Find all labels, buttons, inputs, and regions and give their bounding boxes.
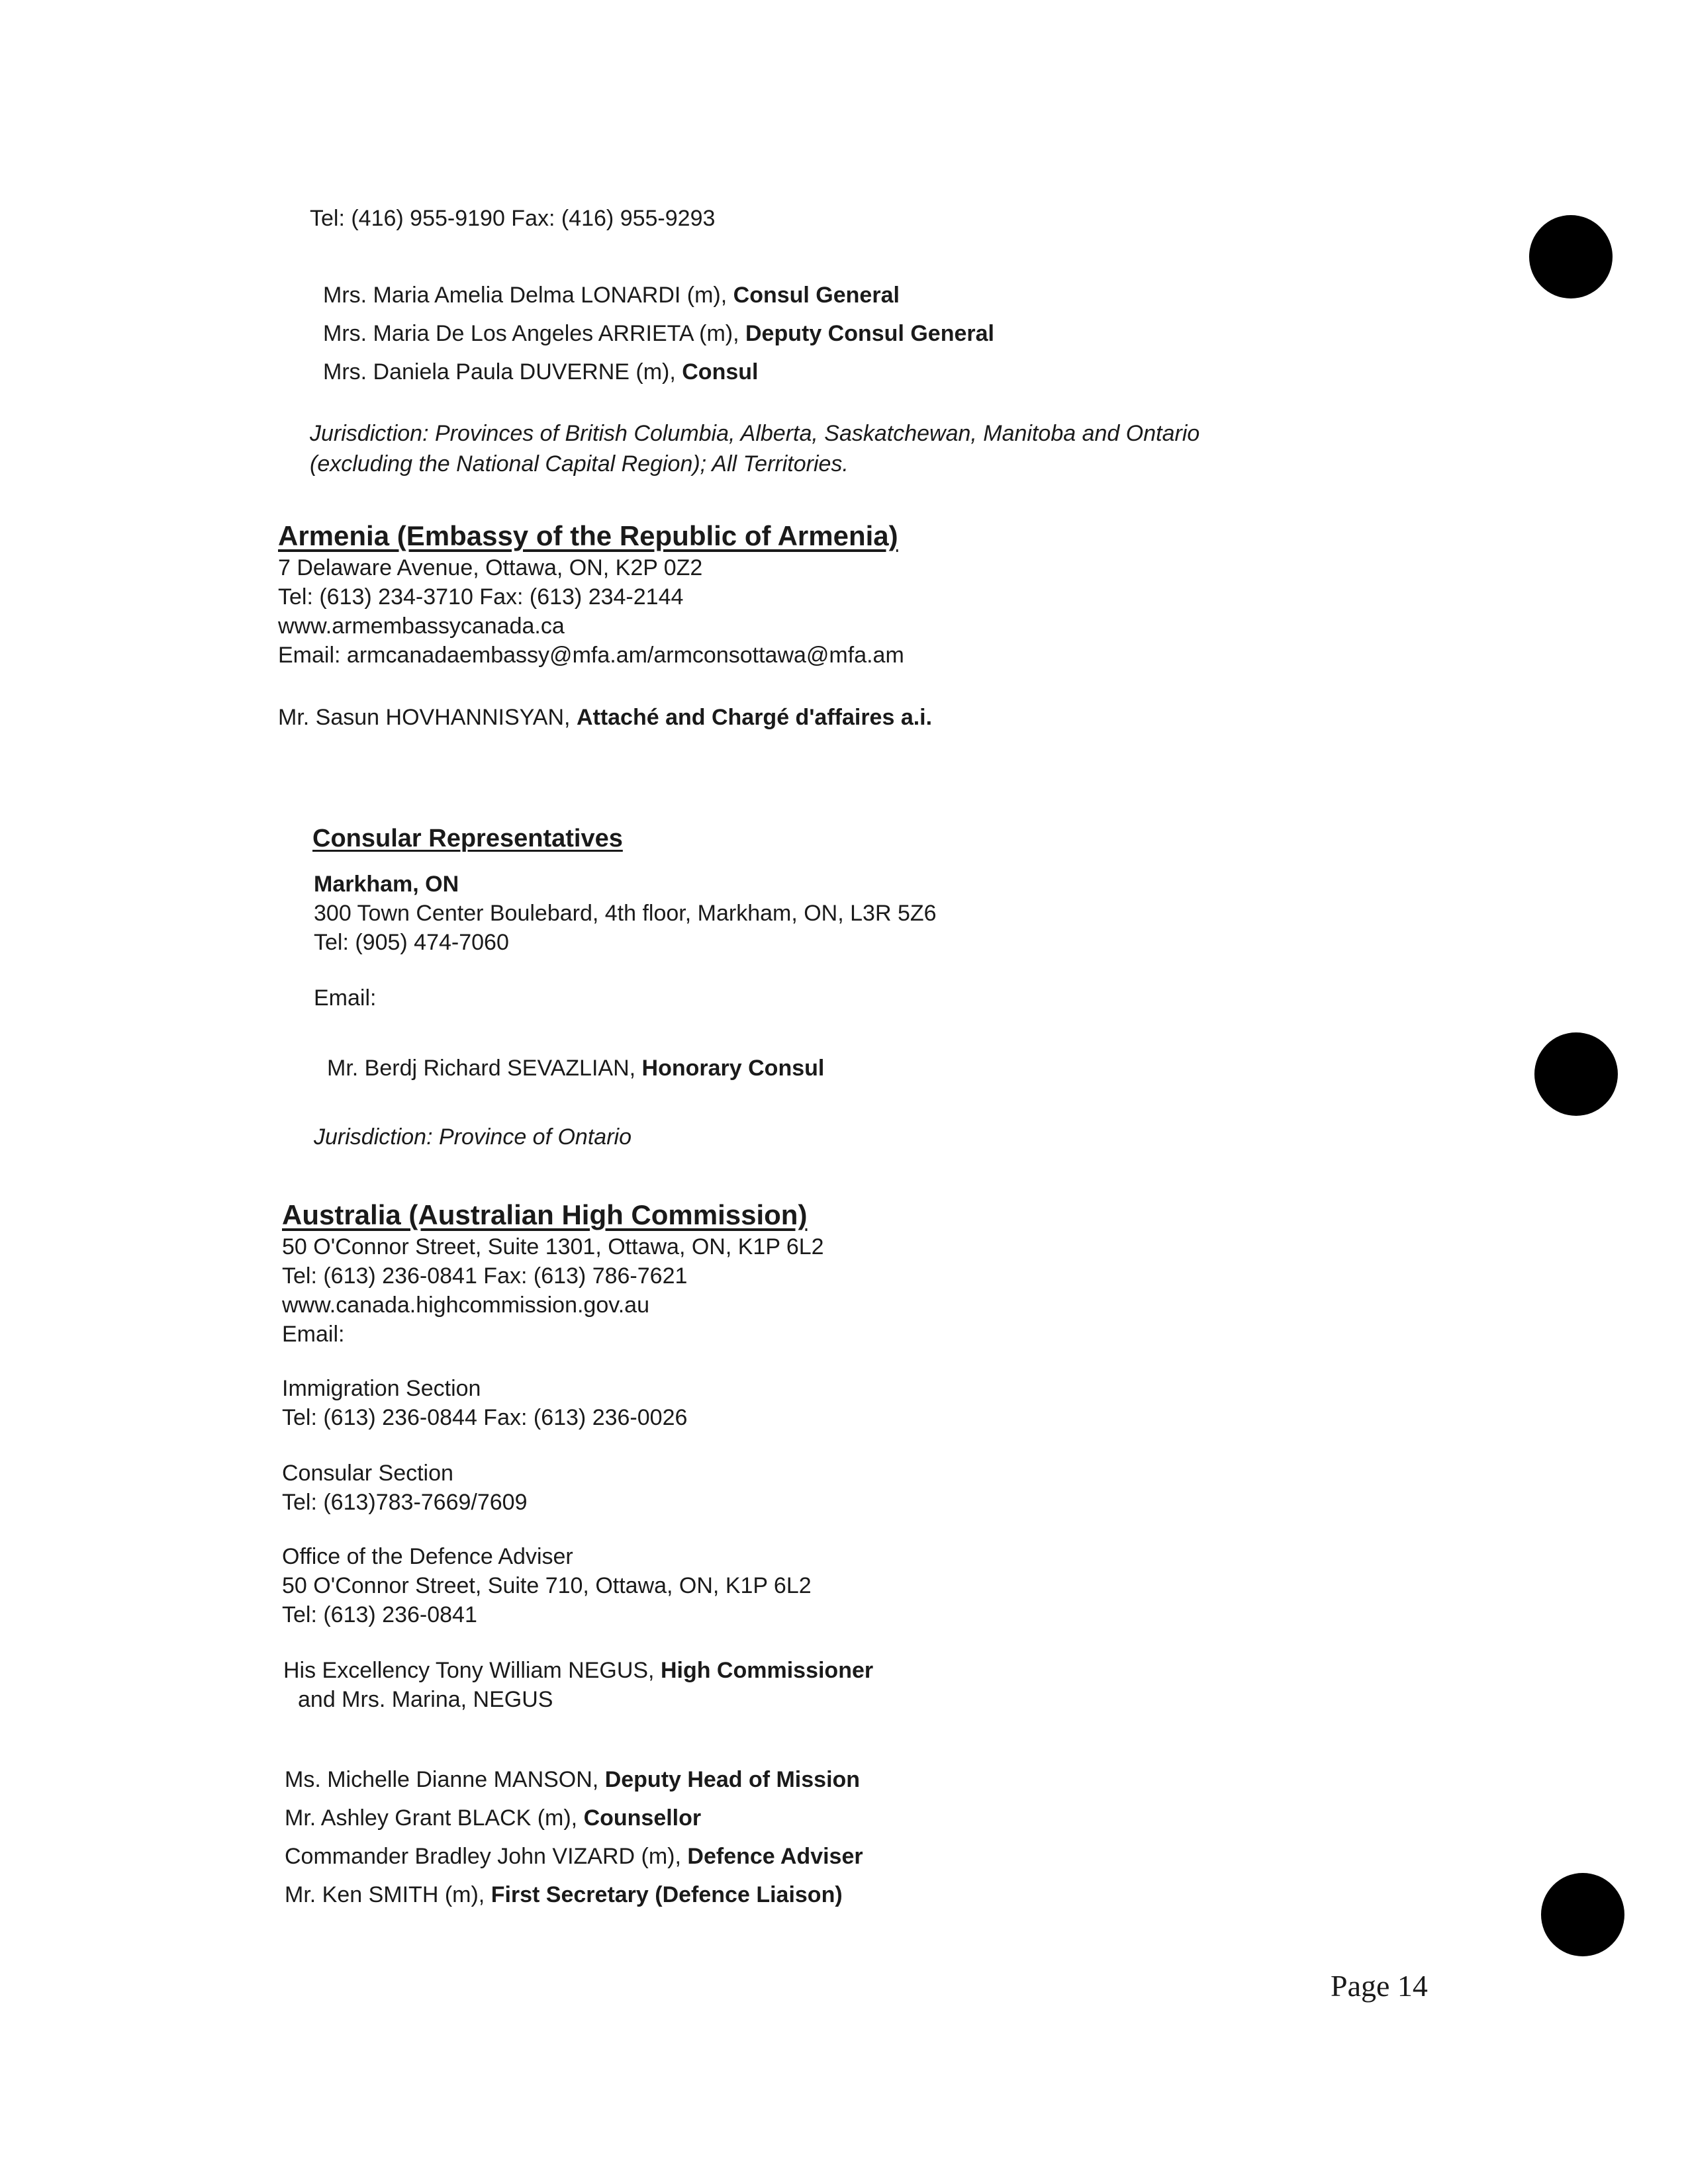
armenia-consular-block <box>314 870 937 957</box>
armenia-email: Email: armcanadaembassy@mfa.am/armconsottawa@mfa.am <box>278 643 904 668</box>
consular-jurisdiction: Jurisdiction: Province of Ontario <box>314 1124 632 1150</box>
argentina-staff-list <box>323 276 994 391</box>
australia-tel: Tel: (613) 236-0841 Fax: (613) 786-7621 <box>282 1263 688 1289</box>
australia-immigration: Immigration Section Tel: (613) 236-0844 Fax: (613) 236-0026 <box>282 1376 688 1430</box>
staff-entry: Commander Bradley John VIZARD (m), Defence Adviser <box>285 1844 863 1869</box>
armenia-contact <box>278 553 904 670</box>
australia-staff-list <box>285 1760 863 1914</box>
armenia-head-of-mission: Mr. Sasun HOVHANNISYAN, Attaché and Chargé d'affaires a.i. <box>278 705 933 730</box>
punch-hole-middle <box>1534 1032 1618 1116</box>
honorary-consul: Mr. Berdj Richard SEVAZLIAN, Honorary Consul <box>327 1056 825 1081</box>
armenia-address: 7 Delaware Avenue, Ottawa, ON, K2P 0Z2 <box>278 555 703 580</box>
punch-hole-top <box>1529 215 1613 298</box>
consular-email: Email: <box>314 985 377 1011</box>
punch-hole-bottom <box>1541 1873 1624 1956</box>
staff-entry: Ms. Michelle Dianne MANSON, Deputy Head of Mission <box>285 1767 861 1792</box>
australia-address: 50 O'Connor Street, Suite 1301, Ottawa, ON, K1P 6L2 <box>282 1234 824 1259</box>
argentina-jurisdiction: Jurisdiction: Provinces of British Columbia, Alberta, Saskatchewan, Manitoba and Ontario (excluding the National Capital Region); All Territories. <box>310 421 1200 477</box>
consular-address: 300 Town Center Boulebard, 4th floor, Markham, ON, L3R 5Z6 <box>314 901 937 926</box>
australia-contact <box>282 1232 824 1349</box>
staff-entry: Mrs. Daniela Paula DUVERNE (m), Consul <box>323 359 759 385</box>
staff-entry: Mrs. Maria Amelia Delma LONARDI (m), Consul General <box>323 283 900 308</box>
australia-website: www.canada.highcommission.gov.au <box>282 1293 649 1318</box>
staff-entry: Mrs. Maria De Los Angeles ARRIETA (m), Deputy Consul General <box>323 321 994 346</box>
argentina-tel: Tel: (416) 955-9190 Fax: (416) 955-9293 <box>310 206 716 231</box>
consular-city: Markham, ON <box>314 872 459 897</box>
armenia-heading: Armenia (Embassy of the Republic of Armenia) <box>278 520 898 551</box>
armenia-website: www.armembassycanada.ca <box>278 614 565 639</box>
consular-tel: Tel: (905) 474-7060 <box>314 930 509 955</box>
australia-heading: Australia (Australian High Commission) <box>282 1199 808 1230</box>
armenia-tel: Tel: (613) 234-3710 Fax: (613) 234-2144 <box>278 584 684 610</box>
armenia-consular-heading: Consular Representatives <box>312 825 623 852</box>
australia-high-commissioner: His Excellency Tony William NEGUS, High Commissioner and Mrs. Marina, NEGUS <box>283 1658 874 1712</box>
staff-entry: Mr. Ashley Grant BLACK (m), Counsellor <box>285 1805 702 1831</box>
australia-defence-office: Office of the Defence Adviser 50 O'Connor Street, Suite 710, Ottawa, ON, K1P 6L2 Tel: (613) 236-0841 <box>282 1544 812 1627</box>
australia-email: Email: <box>282 1322 345 1347</box>
page-number: Page 14 <box>1331 1969 1428 2003</box>
staff-entry: Mr. Ken SMITH (m), First Secretary (Defence Liaison) <box>285 1882 843 1907</box>
australia-consular: Consular Section Tel: (613)783-7669/7609 <box>282 1461 528 1515</box>
